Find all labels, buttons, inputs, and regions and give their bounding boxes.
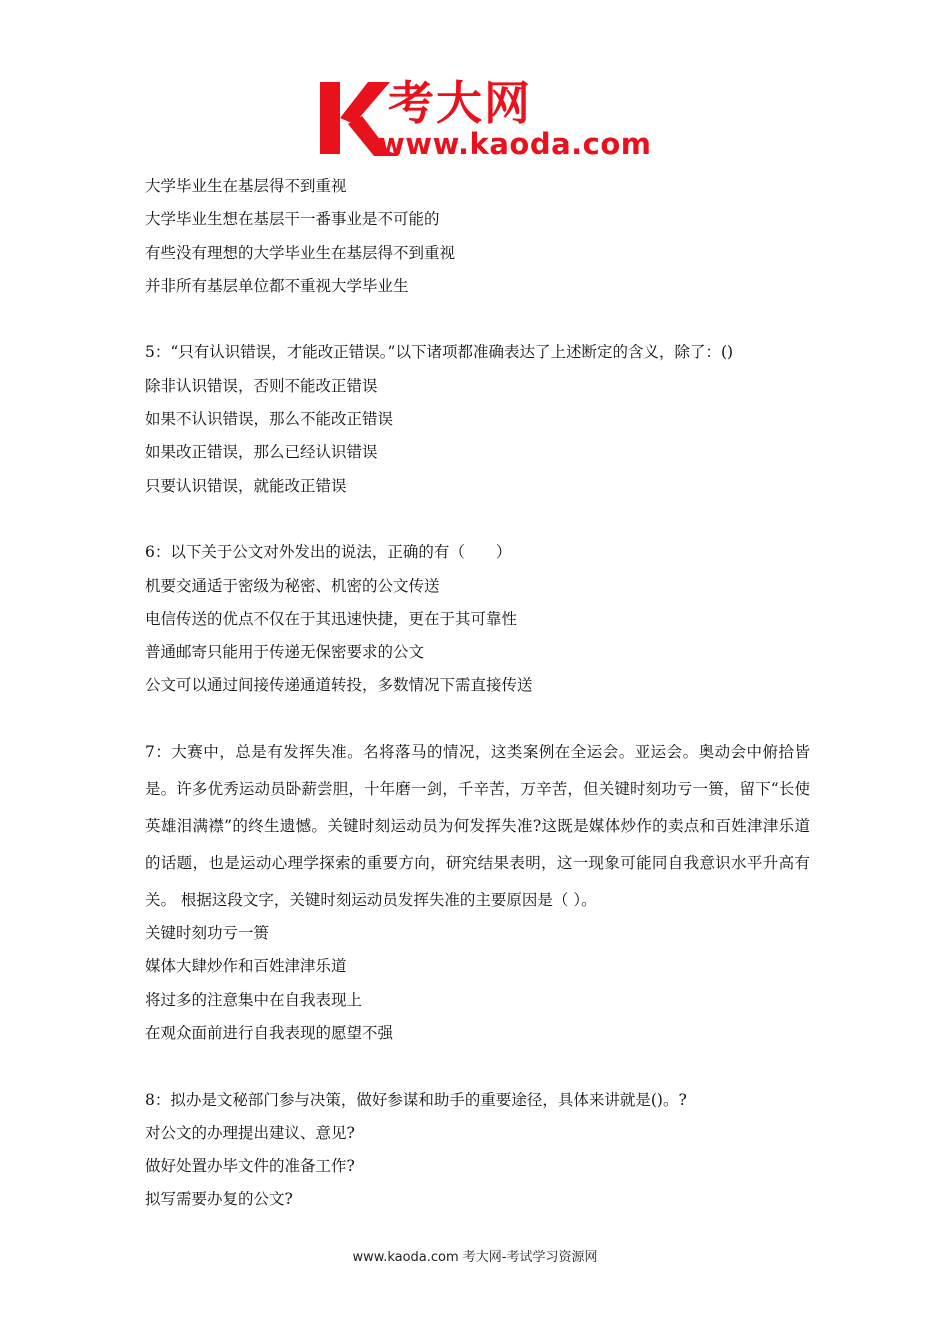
question-8-option-c: 拟写需要办复的公文? (145, 1190, 293, 1209)
kaoda-logo (318, 76, 652, 161)
prev-option-a: 大学毕业生在基层得不到重视 (145, 177, 347, 195)
question-8-stem: 8：拟办是文秘部门参与决策，做好参谋和助手的重要途径，具体来讲就是()。? (145, 1090, 687, 1109)
document-body (145, 170, 810, 1217)
question-7-option-b: 媒体大肆炒作和百姓津津乐道 (145, 957, 347, 976)
question-8-option-a: 对公文的办理提出建议、意见? (145, 1123, 355, 1142)
question-7-option-a: 关键时刻功亏一篑 (145, 924, 270, 943)
prev-option-c: 有些没有理想的大学毕业生在基层得不到重视 (145, 243, 456, 262)
question-5-option-c: 如果改正错误，那么已经认识错误 (145, 443, 378, 462)
question-5-option-a: 除非认识错误，否则不能改正错误 (145, 376, 378, 395)
page-footer: www.kaoda.com 考大网-考试学习资源网 (352, 1250, 598, 1265)
question-5-stem: 5：“只有认识错误，才能改正错误。”以下诸项都准确表达了上述断定的含义，除了：() (145, 343, 734, 362)
question-6-option-c: 普通邮寄只能用于传递无保密要求的公文 (145, 643, 425, 662)
logo-brand-text: 考大网 (388, 76, 532, 130)
question-6-option-a: 机要交通适于密级为秘密、机密的公文传送 (145, 576, 440, 595)
question-7-option-d: 在观众面前进行自我表现的愿望不强 (145, 1023, 394, 1042)
question-6-option-b: 电信传送的优点不仅在于其迅速快捷，更在于其可靠性 (145, 609, 518, 628)
question-7-stem: 7：大赛中，总是有发挥失准。名将落马的情况，这类案例在全运会。亚运会。奥动会中俯拾皆是。许多优秀运动员卧薪尝胆，十年磨一剑，千辛苦，万辛苦，但关键时刻功亏一篑，留下“长使英雄泪满襟”的终生遗憾。关键时刻运动员为何发挥失准?这既是媒体炒作的卖点和百姓津津乐道的话题，也是运动心理学探索的重要方向，研究结果表明，这一现象可能同自我意识水平升高有关。 根据这段文字，关键时刻运动员发挥失准的主要原因是（ ）。 (145, 743, 810, 910)
question-6-stem: 6：以下关于公文对外发出的说法，正确的有（ ） (145, 543, 512, 562)
prev-option-b: 大学毕业生想在基层干一番事业是不可能的 (145, 210, 440, 229)
question-5-option-b: 如果不认识错误，那么不能改正错误 (145, 410, 394, 429)
question-8-option-b: 做好处置办毕文件的准备工作? (145, 1157, 355, 1176)
question-7-option-c: 将过多的注意集中在自我表现上 (145, 990, 363, 1009)
question-5-option-d: 只要认识错误，就能改正错误 (145, 476, 347, 495)
question-6-option-d: 公文可以通过间接传递通道转投，多数情况下需直接传送 (145, 676, 533, 695)
logo-url-text: www.kaoda.com (378, 127, 652, 161)
prev-option-d: 并非所有基层单位都不重视大学毕业生 (145, 276, 409, 295)
